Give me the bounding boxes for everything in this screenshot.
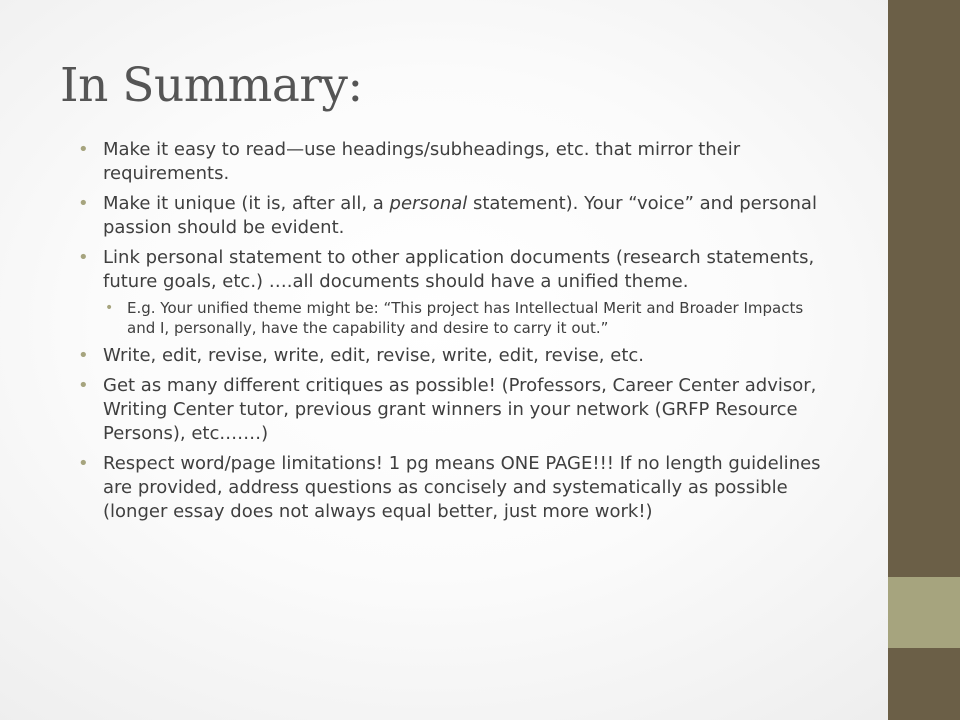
bullet-limitations: • Respect word/page limitations! 1 pg means ONE PAGE!!! If no length guidelines are provided, address questions as concisely and systematically as possible (longer essay does not always equal better, just more work!) <box>78 452 828 524</box>
bullet-revise: • Write, edit, revise, write, edit, revise, write, edit, revise, etc. <box>78 344 828 368</box>
slide-content <box>78 138 828 530</box>
side-bar-accent <box>888 577 960 648</box>
bullet-unified-theme <box>78 246 828 338</box>
bullet-list <box>78 138 828 524</box>
bullet-uniqueness-text-start: Make it unique (it is, after all, a <box>103 193 390 214</box>
bullet-uniqueness <box>78 192 828 240</box>
bullet-critiques: • Get as many different critiques as possible! (Professors, Career Center advisor, Writing Center tutor, previous grant winners in your network (GRFP Resource Persons), etc.……) <box>78 374 828 446</box>
bullet-readability: • Make it easy to read—use headings/subheadings, etc. that mirror their requirements. <box>78 138 828 186</box>
bullet-unified-theme-text: Link personal statement to other application documents (research statements, future goals, etc.) ….all documents should have a unified theme. <box>103 247 815 292</box>
bullet-uniqueness-text-end: statement). Your “voice” and personal passion should be evident. <box>103 193 817 238</box>
sub-bullet-list <box>103 298 828 338</box>
slide-title: In Summary: <box>60 58 363 113</box>
sub-bullet-example: • E.g. Your unified theme might be: “This project has Intellectual Merit and Broader Impacts and I, personally, have the capability and desire to carry it out.” <box>103 298 828 338</box>
bullet-uniqueness-emphasis: personal <box>389 193 468 214</box>
